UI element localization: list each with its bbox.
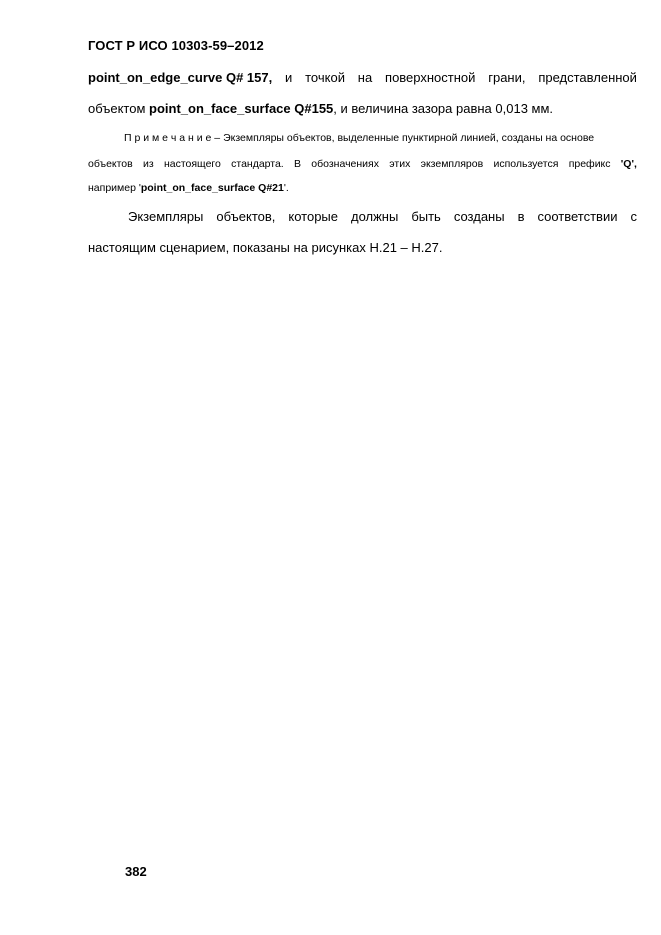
word: должны xyxy=(350,209,399,224)
word: объектов, xyxy=(216,209,276,224)
word: настоящего xyxy=(163,158,221,170)
para1-line2 xyxy=(88,101,637,116)
word: объектов xyxy=(88,158,133,170)
note-line3 xyxy=(88,182,637,194)
word: обозначениях xyxy=(311,158,379,170)
note-line1 xyxy=(124,132,637,144)
word: поверхностной xyxy=(385,70,476,85)
word: точкой xyxy=(305,70,345,85)
text: объектом xyxy=(88,101,150,116)
word: 'Q', xyxy=(620,158,637,170)
text: , и величина зазора равна 0,013 мм. xyxy=(333,101,554,116)
word: представленной xyxy=(538,70,637,85)
entity-ref: point_on_face_surface Q#21 xyxy=(140,182,284,194)
word: стандарта. xyxy=(231,158,284,170)
word: грани, xyxy=(488,70,526,85)
word: используется xyxy=(493,158,559,170)
word: этих xyxy=(389,158,411,170)
page-number: 382 xyxy=(125,864,147,879)
word: которые xyxy=(288,209,338,224)
para1-line1 xyxy=(88,70,637,85)
entity-ref: point_on_face_surface Q#155 xyxy=(149,101,334,116)
para2-line1 xyxy=(128,209,637,224)
word: с xyxy=(630,209,637,224)
word: экземпляров xyxy=(420,158,484,170)
word: в xyxy=(517,209,525,224)
word: префикс xyxy=(568,158,611,170)
para2-line2: настоящим сценарием, показаны на рисунках Н.21 – Н.27. xyxy=(88,240,443,255)
text: '. xyxy=(283,182,289,194)
note-line2 xyxy=(88,158,637,170)
word: и xyxy=(285,70,293,85)
word: Экземпляры xyxy=(128,209,204,224)
text: например ' xyxy=(88,182,141,194)
word: соответствии xyxy=(537,209,618,224)
word: В xyxy=(294,158,302,170)
note-label: П р и м е ч а н и е xyxy=(124,132,212,144)
document-header: ГОСТ Р ИСО 10303-59–2012 xyxy=(88,38,264,53)
word: быть xyxy=(411,209,441,224)
word: созданы xyxy=(453,209,505,224)
word: на xyxy=(357,70,373,85)
text: – Экземпляры объектов, выделенные пунктирной линией, созданы на основе xyxy=(211,132,595,144)
word: из xyxy=(143,158,154,170)
entity-ref: point_on_edge_curve Q# 157, xyxy=(88,70,273,85)
